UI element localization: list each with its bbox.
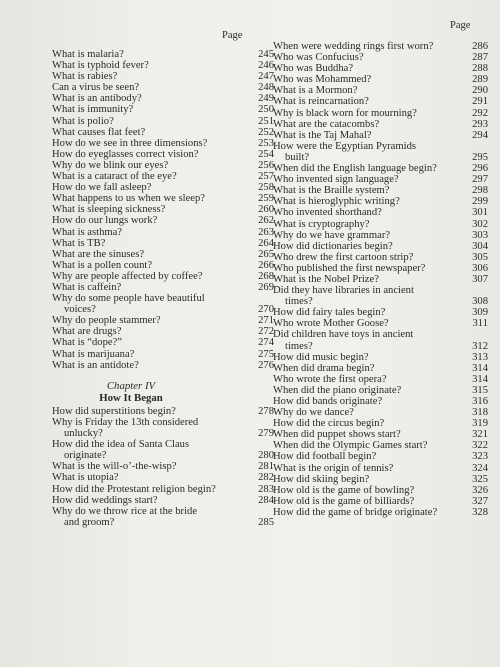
toc-question: What is malaria?	[52, 49, 124, 60]
toc-entry	[273, 52, 488, 63]
toc-page-number: 259	[258, 193, 274, 205]
toc-entry	[273, 230, 488, 241]
toc-page-number: 322	[472, 440, 488, 452]
toc-page-number: 313	[472, 351, 488, 363]
toc-page-number: 278	[258, 405, 274, 417]
toc-page-number: 251	[258, 115, 274, 127]
chapter-title: How It Began	[99, 391, 163, 404]
toc-entry	[52, 60, 280, 71]
toc-page-number: 328	[472, 506, 488, 518]
toc-entry	[52, 127, 280, 138]
toc-page-number: 324	[472, 462, 488, 474]
toc-entry	[52, 315, 280, 326]
toc-page-number: 281	[258, 461, 274, 473]
toc-entry	[52, 138, 280, 149]
toc-page-number: 292	[472, 107, 488, 119]
toc-entry	[52, 506, 280, 528]
toc-entry	[52, 349, 280, 360]
toc-page-number: 284	[258, 494, 274, 506]
toc-page-number: 264	[258, 237, 274, 249]
toc-question: Did they have libraries in ancient times?	[273, 285, 414, 308]
toc-question: Who drew the first cartoon strip?	[273, 251, 414, 263]
toc-page-number: 250	[258, 104, 274, 116]
toc-entry	[273, 207, 488, 218]
toc-page-number: 306	[472, 262, 488, 274]
toc-question: How were the Egyptian Pyramids built?	[273, 140, 416, 163]
toc-page-number: 262	[258, 215, 274, 227]
toc-entry	[273, 63, 488, 74]
toc-page-number: 304	[472, 240, 488, 252]
toc-entry	[273, 474, 488, 485]
toc-question: Who was Buddha?	[273, 63, 354, 75]
toc-page-number: 299	[472, 196, 488, 208]
toc-entry	[273, 396, 488, 407]
toc-page-number: 254	[258, 148, 274, 160]
toc-entry	[52, 160, 280, 171]
toc-entry	[52, 271, 280, 282]
toc-entry	[52, 337, 280, 348]
toc-page-number: 256	[258, 159, 274, 171]
toc-page-number: 319	[472, 418, 488, 430]
toc-entry	[273, 418, 488, 429]
toc-entry	[273, 241, 488, 252]
toc-entry	[273, 263, 488, 274]
page-column-header: Page	[222, 30, 243, 41]
toc-page-number: 252	[258, 126, 274, 138]
toc-question: What is marijuana?	[52, 348, 135, 360]
toc-question: Why do we throw rice at the bride and groom?	[52, 505, 198, 528]
toc-question: How did the Protestant religion begin?	[52, 483, 216, 495]
toc-page-number: 276	[258, 359, 274, 371]
toc-page-number: 325	[472, 473, 488, 485]
toc-question: How old is the game of bowling?	[273, 484, 415, 496]
toc-page-number: 248	[258, 82, 274, 94]
toc-page-number: 265	[258, 248, 274, 260]
toc-entry	[52, 204, 280, 215]
left-toc-column	[52, 49, 280, 528]
toc-page-number: 279	[258, 428, 274, 440]
toc-question: What is cryptography?	[273, 218, 370, 230]
toc-question: What is TB?	[52, 237, 106, 249]
toc-page-number: 294	[472, 129, 488, 141]
toc-entry	[52, 472, 280, 483]
toc-page-number: 302	[472, 218, 488, 230]
toc-question: How do our lungs work?	[52, 215, 158, 227]
toc-page-number: 298	[472, 185, 488, 197]
toc-page-number: 314	[472, 373, 488, 385]
toc-question: How did superstitions begin?	[52, 405, 176, 417]
toc-question: When did the English language begin?	[273, 163, 437, 175]
toc-entry	[273, 407, 488, 418]
toc-entry	[273, 307, 488, 318]
toc-question: How did music begin?	[273, 351, 369, 363]
toc-page-number: 327	[472, 495, 488, 507]
toc-page-number: 245	[258, 49, 274, 60]
toc-question: Why do we dance?	[273, 407, 354, 419]
toc-entry	[273, 429, 488, 440]
toc-question: When did the piano originate?	[273, 384, 402, 396]
toc-question: How did bands originate?	[273, 396, 383, 407]
toc-page-number: 307	[472, 273, 488, 285]
toc-entry	[52, 182, 280, 193]
toc-page-number: 293	[472, 118, 488, 130]
toc-question: Why is Friday the 13th considered unlucky?	[52, 417, 199, 440]
toc-entry	[273, 74, 488, 85]
toc-entry	[273, 119, 488, 130]
toc-page-number: 283	[258, 483, 274, 495]
toc-entry	[52, 495, 280, 506]
toc-question: How did the game of bridge originate?	[273, 506, 438, 518]
toc-page-number: 312	[472, 340, 488, 352]
toc-page-number: 316	[472, 396, 488, 407]
toc-page-number: 246	[258, 60, 274, 72]
toc-page-number: 274	[258, 337, 274, 349]
toc-question: What is an antibody?	[52, 93, 142, 105]
toc-question: Who published the first newspaper?	[273, 262, 426, 274]
toc-entry	[52, 71, 280, 82]
toc-page-number: 285	[258, 516, 274, 528]
toc-question: What is the Braille system?	[273, 185, 390, 197]
toc-question: Why are people affected by coffee?	[52, 270, 203, 282]
toc-question: What are the catacombs?	[273, 118, 380, 130]
toc-entry	[273, 440, 488, 451]
toc-entry	[273, 374, 488, 385]
toc-question: What is hieroglyphic writing?	[273, 196, 400, 208]
toc-page-number: 295	[472, 151, 488, 163]
toc-page-number: 290	[472, 85, 488, 97]
toc-page-number: 286	[472, 41, 488, 52]
toc-page-number: 288	[472, 63, 488, 75]
toc-page-number: 263	[258, 226, 274, 238]
toc-entry	[52, 215, 280, 226]
toc-question: What is a Mormon?	[273, 85, 358, 97]
toc-question: Why do people stammer?	[52, 315, 161, 327]
toc-question: Who wrote the first opera?	[273, 373, 387, 385]
toc-question: What is typhoid fever?	[52, 60, 149, 72]
chapter-number: Chapter IV	[106, 379, 156, 392]
toc-page-number: 275	[258, 348, 274, 360]
toc-question: What is the Taj Mahal?	[273, 129, 372, 141]
toc-page-number: 291	[472, 96, 488, 108]
toc-entry	[273, 363, 488, 374]
toc-question: Why do some people have beautiful voices?	[52, 293, 205, 316]
toc-question: What is utopia?	[52, 472, 119, 484]
toc-entry	[273, 41, 488, 52]
toc-entry	[273, 352, 488, 363]
toc-page-number: 308	[472, 296, 488, 308]
toc-page-number: 258	[258, 182, 274, 194]
toc-question: What is the origin of tennis?	[273, 462, 394, 474]
toc-entry	[52, 293, 280, 315]
toc-page-number: 282	[258, 472, 274, 484]
toc-question: How did the idea of Santa Claus originate?	[52, 439, 190, 462]
toc-question: Who invented shorthand?	[273, 207, 382, 219]
toc-entry	[52, 82, 280, 93]
toc-entry	[273, 485, 488, 496]
toc-entry	[273, 185, 488, 196]
toc-page-number: 323	[472, 451, 488, 463]
toc-question: What is a pollen count?	[52, 259, 153, 271]
toc-entry	[273, 274, 488, 285]
toc-page-number: 321	[472, 429, 488, 441]
toc-question: When were wedding rings first worn?	[273, 41, 434, 52]
toc-page-number: 253	[258, 137, 274, 149]
toc-page-number: 271	[258, 315, 274, 327]
toc-question: What is the will-o’-the-wisp?	[52, 461, 177, 473]
toc-question: Can a virus be seen?	[52, 82, 140, 94]
toc-entry	[52, 461, 280, 472]
toc-question: When did the Olympic Games start?	[273, 440, 428, 452]
toc-entry	[273, 451, 488, 462]
page-column-header: Page	[450, 20, 471, 31]
toc-page-number: 301	[472, 207, 488, 219]
toc-entry	[273, 252, 488, 263]
toc-question: What causes flat feet?	[52, 126, 146, 138]
toc-question: How do eyeglasses correct vision?	[52, 148, 199, 160]
toc-page-number: 326	[472, 484, 488, 496]
toc-entry	[273, 318, 488, 329]
toc-entry	[273, 163, 488, 174]
toc-entry	[52, 360, 280, 371]
toc-question: How did weddings start?	[52, 494, 158, 506]
toc-entry	[52, 116, 280, 127]
toc-question: What is “dope?”	[52, 337, 123, 349]
toc-question: Who was Confucius?	[273, 52, 364, 64]
toc-question: When did puppet shows start?	[273, 429, 401, 441]
toc-question: What is an antidote?	[52, 359, 139, 371]
toc-entry	[273, 130, 488, 141]
toc-page-number: 315	[472, 384, 488, 396]
toc-page-number: 270	[258, 304, 274, 316]
right-toc-column	[273, 41, 488, 518]
toc-question: How did dictionaries begin?	[273, 240, 393, 252]
toc-page-number: 296	[472, 163, 488, 175]
toc-entry	[273, 385, 488, 396]
toc-entry	[52, 484, 280, 495]
toc-question: When did drama begin?	[273, 362, 375, 374]
toc-entry	[52, 104, 280, 115]
toc-entry	[273, 96, 488, 107]
toc-question: What are drugs?	[52, 326, 122, 338]
toc-entry	[273, 507, 488, 518]
toc-page-number: 318	[472, 407, 488, 419]
toc-question: What is immunity?	[52, 104, 134, 116]
toc-question: Why is black worn for mourning?	[273, 107, 417, 119]
toc-question: What is sleeping sickness?	[52, 204, 166, 216]
toc-question: How did skiing begin?	[273, 473, 370, 485]
toc-entry	[52, 49, 280, 60]
toc-entry	[52, 326, 280, 337]
toc-page-number: 247	[258, 71, 274, 83]
toc-entry	[273, 329, 488, 351]
toc-page-number: 266	[258, 259, 274, 271]
toc-entry	[273, 463, 488, 474]
toc-page-number: 268	[258, 270, 274, 282]
toc-entry	[52, 249, 280, 260]
toc-entry	[52, 238, 280, 249]
toc-question: How did fairy tales begin?	[273, 307, 386, 319]
toc-entry	[52, 417, 280, 439]
toc-page-number: 289	[472, 74, 488, 86]
toc-question: What are the sinuses?	[52, 248, 145, 260]
toc-entry	[52, 406, 280, 417]
toc-question: How do we fall asleep?	[52, 182, 152, 194]
toc-entry	[273, 496, 488, 507]
toc-question: How do we see in three dimensions?	[52, 137, 208, 149]
toc-question: Did children have toys in ancient times?	[273, 329, 414, 352]
toc-page-number: 257	[258, 171, 274, 183]
toc-question: What happens to us when we sleep?	[52, 193, 205, 205]
toc-question: Why do we blink our eyes?	[52, 159, 169, 171]
toc-page-number: 314	[472, 362, 488, 374]
toc-question: Who wrote Mother Goose?	[273, 318, 389, 330]
toc-entry	[52, 93, 280, 104]
toc-entry	[273, 219, 488, 230]
toc-entry	[273, 285, 488, 307]
toc-question: What is reincarnation?	[273, 96, 369, 108]
toc-entry	[52, 227, 280, 238]
toc-entry	[273, 141, 488, 163]
toc-question: How old is the game of billiards?	[273, 495, 415, 507]
toc-page-number: 249	[258, 93, 274, 105]
toc-entry	[52, 149, 280, 160]
toc-question: What is caffein?	[52, 281, 122, 293]
toc-entry	[52, 171, 280, 182]
toc-question: Who invented sign language?	[273, 174, 399, 186]
toc-page-number: 272	[258, 326, 274, 338]
toc-entry	[52, 439, 280, 461]
toc-entry	[273, 196, 488, 207]
toc-question: Who was Mohammed?	[273, 74, 372, 86]
toc-entry	[52, 193, 280, 204]
toc-question: Why do we have grammar?	[273, 229, 391, 241]
toc-page-number: 303	[472, 229, 488, 241]
toc-page-number: 280	[258, 450, 274, 462]
toc-entry	[273, 108, 488, 119]
toc-entry	[273, 174, 488, 185]
toc-question: What is polio?	[52, 115, 114, 127]
toc-question: What is the Nobel Prize?	[273, 273, 379, 285]
toc-page-number: 305	[472, 251, 488, 263]
toc-entry	[52, 260, 280, 271]
toc-page-number: 260	[258, 204, 274, 216]
toc-question: What is asthma?	[52, 226, 123, 238]
toc-question: What is a cataract of the eye?	[52, 171, 177, 183]
toc-page-number: 309	[472, 307, 488, 319]
toc-question: What is rabies?	[52, 71, 118, 83]
toc-page-number: 297	[472, 174, 488, 186]
toc-page-number: 269	[258, 281, 274, 293]
toc-question: How did the circus begin?	[273, 418, 385, 430]
toc-page-number: 287	[472, 52, 488, 64]
toc-entry	[273, 85, 488, 96]
toc-page-number: 311	[472, 318, 488, 330]
toc-question: How did football begin?	[273, 451, 377, 463]
toc-entry	[52, 282, 280, 293]
